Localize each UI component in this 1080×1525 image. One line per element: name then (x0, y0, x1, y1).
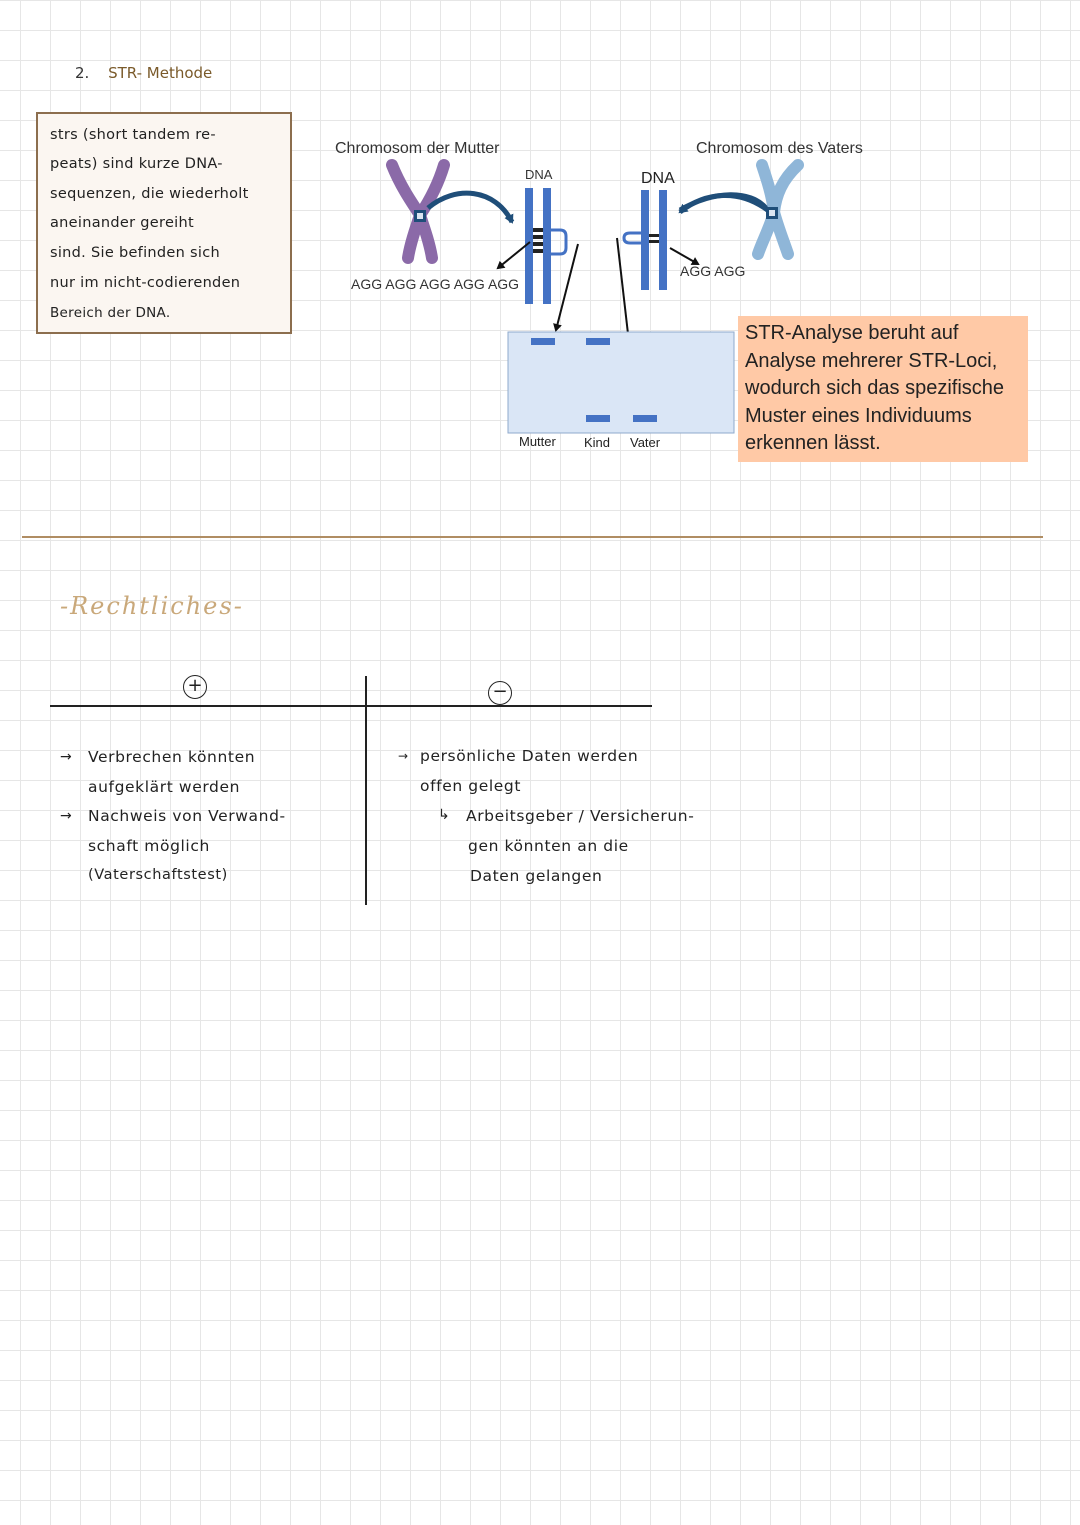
contra-item-line: persönliche Daten werden (420, 747, 639, 765)
gel-band-child-upper (586, 338, 610, 345)
contra-item-line: offen gelegt (420, 777, 522, 795)
heading-title: STR- Methode (108, 64, 213, 82)
mother-band-arrow (556, 244, 578, 330)
mother-chromosome-label: Chromosom der Mutter (335, 140, 500, 157)
pro-item-line: (Vaterschaftstest) (88, 867, 228, 883)
gel-band-mother (531, 338, 555, 345)
contra-sub-line: Arbeitsgeber / Versicherun- (466, 807, 695, 825)
dna-label-left: DNA (525, 167, 553, 182)
mother-chromosome (392, 165, 444, 258)
pro-arrow-icon: → (60, 749, 72, 765)
str-info-box (738, 316, 1028, 462)
father-chromosome-group (690, 130, 890, 265)
gel-label-child: Kind (584, 435, 611, 450)
info-line: Analyse mehrerer STR-Loci, (745, 349, 998, 372)
section-heading (75, 64, 212, 82)
heading-number: 2. (75, 64, 90, 82)
mother-dna-strand (525, 188, 566, 304)
gel-panel (508, 332, 734, 433)
gel-band-child-lower (586, 415, 610, 422)
pro-item-line: schaft möglich (88, 837, 210, 855)
definition-line: nur im nicht-codierenden (50, 275, 241, 291)
father-arrow-tail (680, 195, 766, 210)
table-divider-line (365, 676, 367, 905)
contra-sub-line: Daten gelangen (470, 867, 603, 885)
info-line: wodurch sich das spezifische (745, 377, 1005, 399)
plus-icon: + (183, 675, 207, 699)
contra-arrow-icon: → (398, 749, 409, 763)
mother-arrow (428, 193, 512, 222)
definition-line: Bereich der DNA. (50, 305, 171, 321)
pro-item-line: aufgeklärt werden (88, 778, 241, 796)
contra-sub-line: gen könnten an die (468, 837, 629, 855)
info-line: Muster eines Individuums (745, 404, 972, 427)
section-divider (22, 536, 1043, 538)
dna-label-right: DNA (641, 170, 675, 187)
father-dna-strand (624, 190, 667, 290)
str-diagram (330, 130, 746, 460)
sub-arrow-icon: ↳ (438, 807, 450, 823)
definition-line: sind. Sie befinden sich (50, 245, 220, 261)
definition-line: strs (short tandem re- (50, 127, 216, 143)
mother-repeats: AGG AGG AGG AGG AGG (351, 276, 520, 292)
info-line: erkennen lässt. (745, 432, 881, 454)
table-header-line (50, 705, 652, 707)
definition-line: peats) sind kurze DNA- (50, 156, 223, 172)
gel-label-father: Vater (630, 435, 661, 450)
pro-item-line: Verbrechen könnten (88, 748, 256, 766)
gel-band-father (633, 415, 657, 422)
gel-label-mother: Mutter (519, 434, 556, 449)
definition-line: sequenzen, die wiederholt (50, 186, 249, 202)
father-chromosome-label: Chromosom des Vaters (696, 140, 863, 157)
info-line: STR-Analyse beruht auf (745, 322, 959, 344)
pro-arrow-icon: → (60, 808, 72, 824)
father-repeats: AGG AGG (680, 263, 746, 279)
legal-section-title: -Rechtliches- (60, 592, 244, 620)
pro-item-line: Nachweis von Verwand- (88, 807, 286, 825)
definition-line: aneinander gereiht (50, 215, 194, 231)
minus-icon: − (488, 681, 512, 705)
